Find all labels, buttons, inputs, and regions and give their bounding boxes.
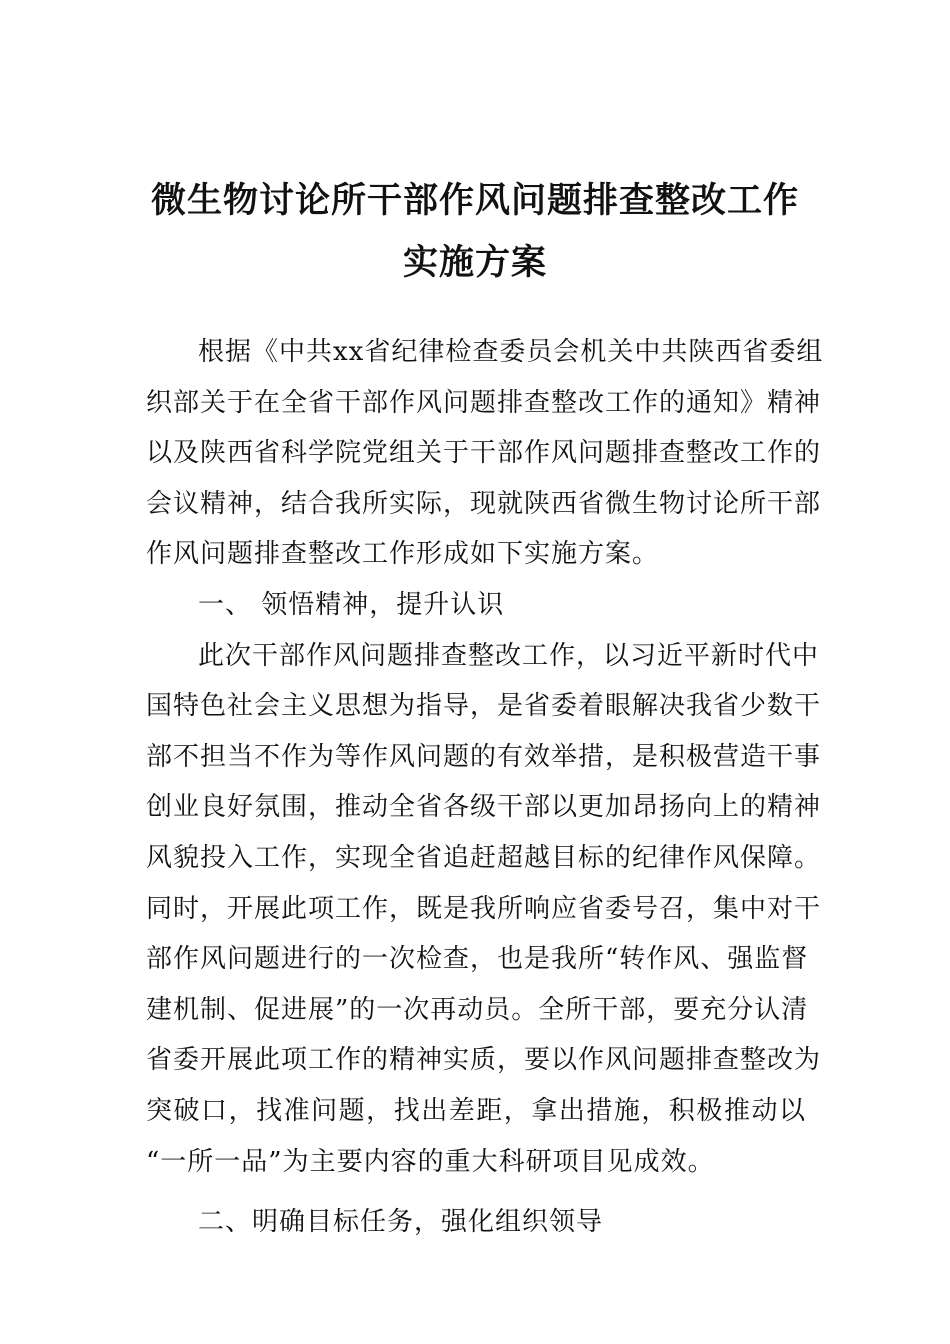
paragraph-line: 建机制、促进展”的一次再动员。全所干部，要充分认清 <box>146 994 809 1025</box>
paragraph-line: 作风问题排查整改工作形成如下实施方案。 <box>146 539 660 570</box>
paragraph-line: “一所一品”为主要内容的重大科研项目见成效。 <box>146 1146 715 1177</box>
document-title <box>120 170 830 294</box>
paragraph-line: 突破口，找准问题，找出差距，拿出措施，积极推动以 <box>146 1095 806 1126</box>
paragraph-line: 创业良好氛围，推动全省各级干部以更加昂扬向上的精神 <box>146 792 822 823</box>
document-body <box>146 327 824 1248</box>
paragraph-line: 织部关于在全省干部作风问题排查整改工作的通知》精神 <box>146 387 822 418</box>
paragraph-line: 同时，开展此项工作，既是我所响应省委号召，集中对干 <box>146 893 822 924</box>
title-line-1: 微生物讨论所干部作风问题排查整改工作 <box>150 181 799 221</box>
paragraph-line: 风貌投入工作，实现全省追赶超越目标的纪律作风保障。 <box>146 842 822 873</box>
paragraph-line: 国特色社会主义思想为指导，是省委着眼解决我省少数干 <box>146 691 822 722</box>
paragraph-line: 根据《中共xx省纪律检查委员会机关中共陕西省委组 <box>198 337 824 367</box>
paragraph-line: 此次干部作风问题排查整改工作，以习近平新时代中 <box>198 640 820 671</box>
section-heading-2: 二、明确目标任务，强化组织领导 <box>198 1207 604 1238</box>
section-heading-1: 一、 领悟精神，提升认识 <box>198 589 505 620</box>
paragraph-line: 部作风问题进行的一次检查，也是我所“转作风、强监督 <box>146 944 809 975</box>
paragraph-line: 省委开展此项工作的精神实质，要以作风问题排查整改为 <box>146 1045 822 1076</box>
paragraph-line: 会议精神，结合我所实际，现就陕西省微生物讨论所干部 <box>146 488 822 519</box>
title-line-2: 实施方案 <box>402 243 547 283</box>
paragraph-line: 以及陕西省科学院党组关于干部作风问题排查整改工作的 <box>146 438 822 469</box>
paragraph-line: 部不担当不作为等作风问题的有效举措，是积极营造干事 <box>146 741 822 772</box>
